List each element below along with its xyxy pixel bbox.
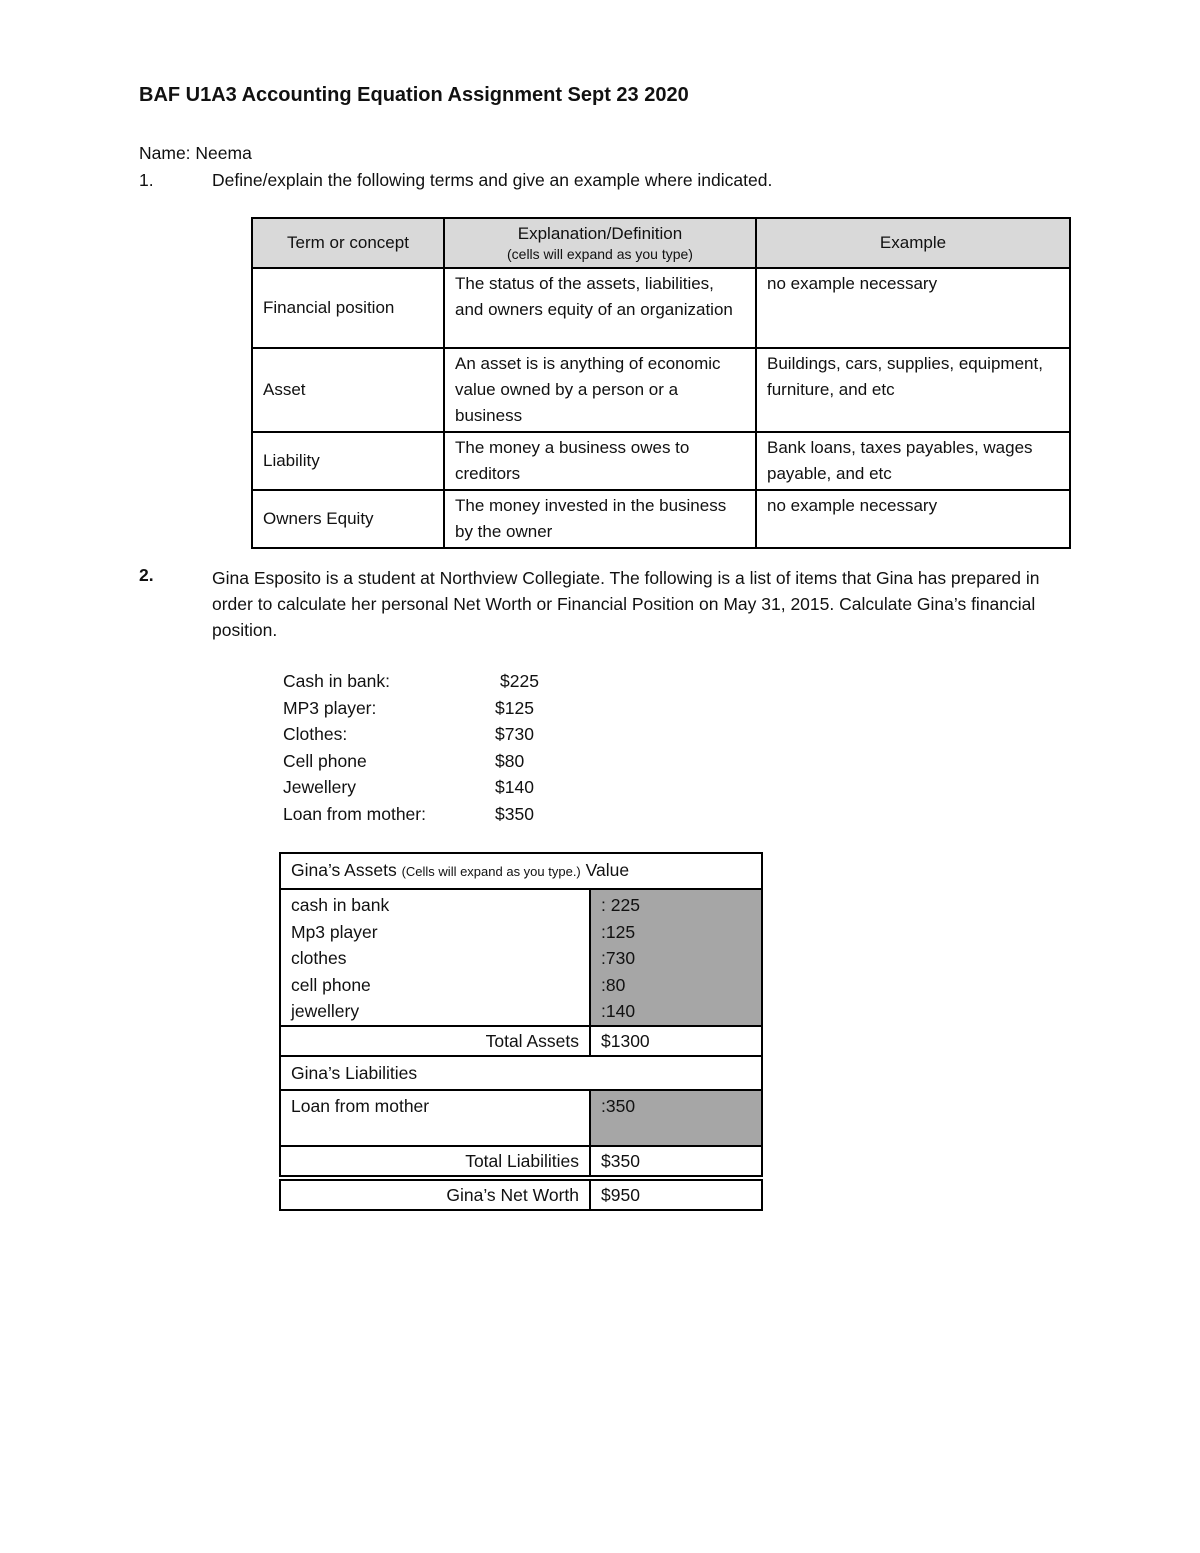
item-label: Jewellery [283,777,356,797]
assets-list-row [280,889,762,1026]
assets-header [280,853,762,889]
term-cell[interactable]: Liability [252,432,444,490]
liabilities-header: Gina’s Liabilities [280,1056,762,1090]
net-worth-label: Gina’s Net Worth [280,1180,590,1210]
asset-value: :80 [601,974,626,995]
header-definition-note: (cells will expand as you type) [507,246,693,262]
question-1-prompt: Define/explain the following terms and give an example where indicated. [212,170,773,190]
assets-header-label: Gina’s Assets [291,860,397,880]
asset-label: jewellery [291,1001,360,1021]
table-row [252,432,1070,490]
assets-values-cell[interactable] [590,889,762,1026]
item-amount: $80 [495,750,525,771]
table-row [252,268,1070,348]
asset-label: cell phone [291,974,371,995]
liability-label[interactable]: Loan from mother [280,1090,590,1146]
item-amount: $730 [495,724,534,744]
net-worth-row [280,1180,762,1210]
asset-label: clothes [291,948,347,968]
example-cell[interactable]: Bank loans, taxes payables, wages payable, and etc [756,432,1070,490]
item-amount: $225 [500,671,539,691]
term-cell[interactable]: Owners Equity [252,490,444,548]
item-label: Cash in bank: [283,671,391,691]
example-cell[interactable]: no example necessary [756,490,1070,548]
total-liabilities-label: Total Liabilities [280,1146,590,1176]
header-term: Term or concept [252,218,444,268]
item-label: MP3 player: [283,697,377,718]
definition-cell[interactable]: The status of the assets, liabilities, and owners equity of an organization [444,268,756,348]
net-worth-value[interactable]: $950 [590,1180,762,1210]
definition-cell[interactable]: The money invested in the business by the owner [444,490,756,548]
total-liabilities-row [280,1146,762,1176]
liabilities-header-row [280,1056,762,1090]
item-amount: $140 [495,777,534,797]
asset-label: Mp3 player [291,921,378,942]
balance-table [279,852,763,1211]
item-amount: $350 [495,803,534,824]
asset-value: : 225 [601,895,640,915]
term-cell[interactable]: Asset [252,348,444,432]
assets-header-note: (Cells will expand as you type.) [401,864,581,879]
question-2-text: Gina Esposito is a student at Northview Collegiate. The following is a list of items that Gina has prepared in order to calculate her personal Net Worth or Financial Position on May 31, 2015. Calculate Gina’s financial position. [212,568,1040,640]
total-assets-value[interactable]: $1300 [590,1026,762,1056]
value-header-label: Value [585,860,630,880]
assets-labels-cell[interactable] [280,889,590,1026]
total-liabilities-value[interactable]: $350 [590,1146,762,1176]
asset-value: :125 [601,921,636,942]
item-label: Cell phone [283,750,367,771]
example-cell[interactable]: no example necessary [756,268,1070,348]
liabilities-list-row [280,1090,762,1146]
document-title: BAF U1A3 Accounting Equation Assignment Sept 23 2020 [139,84,689,106]
asset-value: :730 [601,948,636,968]
header-definition [444,218,756,268]
question-1-number: 1. [139,170,154,190]
table-row [252,490,1070,548]
total-assets-row [280,1026,762,1056]
assets-header-row [280,853,762,889]
header-definition-label: Explanation/Definition [517,224,683,243]
item-label: Clothes: [283,724,348,744]
term-cell[interactable]: Financial position [252,268,444,348]
header-example: Example [756,218,1070,268]
table-row [252,348,1070,432]
terms-table-header [252,218,1070,268]
example-cell[interactable]: Buildings, cars, supplies, equipment, furniture, and etc [756,348,1070,432]
asset-label: cash in bank [291,895,390,915]
asset-value: :140 [601,1001,636,1021]
definition-cell[interactable]: The money a business owes to creditors [444,432,756,490]
definition-cell[interactable]: An asset is is anything of economic value owned by a person or a business [444,348,756,432]
item-label: Loan from mother: [283,803,426,824]
terms-table [251,217,1071,549]
item-amount: $125 [495,697,534,718]
question-2-number: 2. [139,565,154,585]
name-line: Name: Neema [139,143,252,163]
total-assets-label: Total Assets [280,1026,590,1056]
liability-value[interactable]: :350 [590,1090,762,1146]
